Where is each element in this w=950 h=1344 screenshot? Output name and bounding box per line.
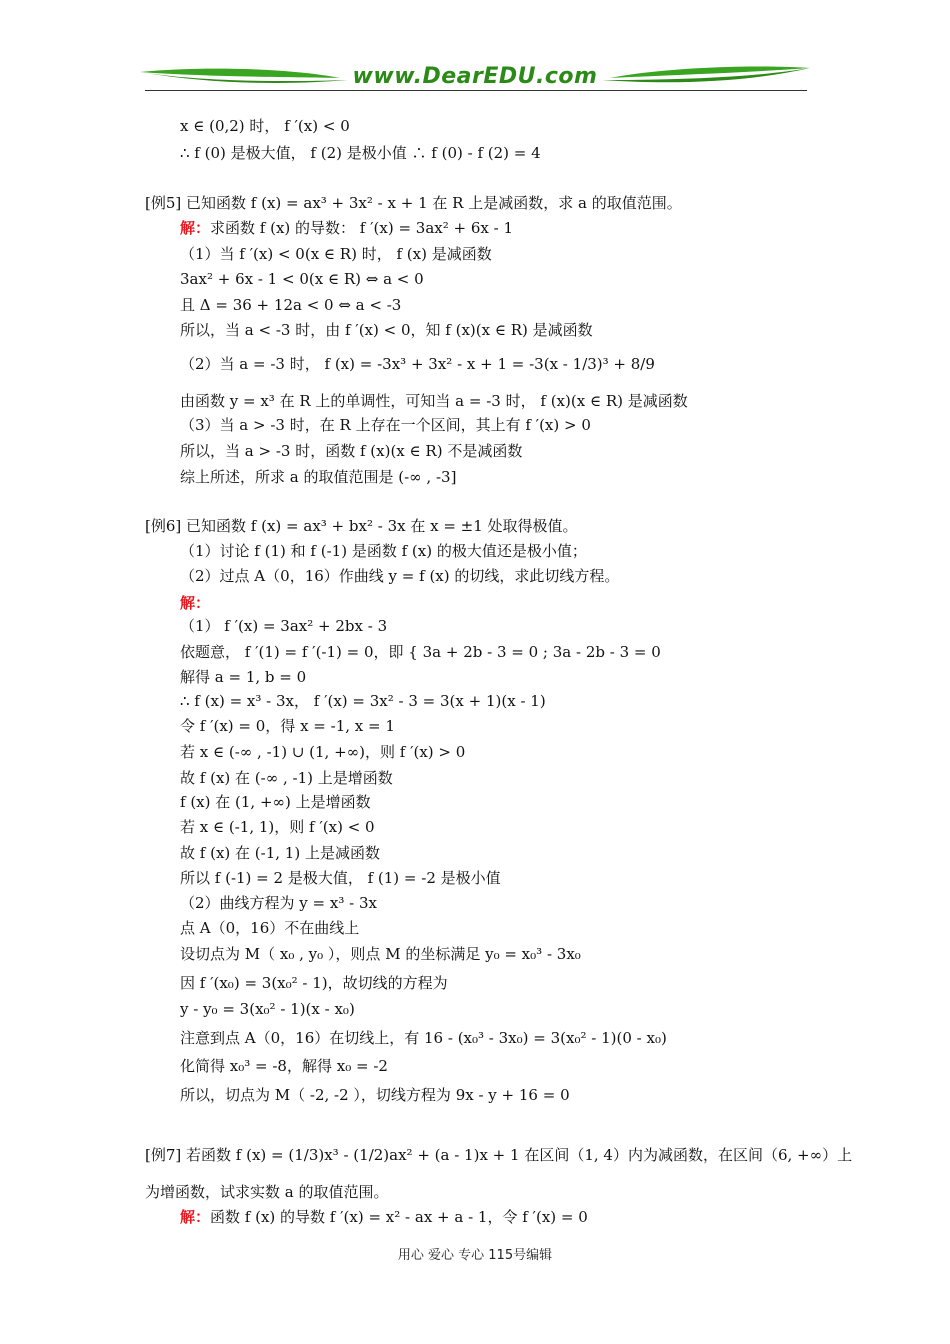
solution-label: 解： — [180, 1208, 211, 1226]
text-line: 所以，切点为 M（ -2, -2 ），切线方程为 9x - y + 16 = 0 — [180, 1086, 570, 1104]
text-line: ∴ f (0) 是极大值， f (2) 是极小值 ∴ f (0) - f (2) = 4 — [180, 144, 541, 162]
solution-line: 解：函数 f (x) 的导数 f ′(x) = x² - ax + a - 1，令 f ′(x) = 0 — [180, 1208, 588, 1226]
header-rule — [145, 90, 807, 91]
text-line: 故 f (x) 在 (-∞ , -1) 上是增函数 — [180, 769, 393, 787]
text-line: （2）当 a = -3 时， f (x) = -3x³ + 3x² - x + 1 = -3(x - 1/3)³ + 8/9 — [180, 355, 655, 373]
text-line: （1）讨论 f (1) 和 f (-1) 是函数 f (x) 的极大值还是极小值； — [180, 542, 587, 560]
text-line: 令 f ′(x) = 0，得 x = -1, x = 1 — [180, 717, 395, 735]
example-7-heading: [例7] 若函数 f (x) = (1/3)x³ - (1/2)ax² + (a - 1)x + 1 在区间（1, 4）内为减函数，在区间（6, +∞）上 — [145, 1146, 853, 1164]
text-line: 因 f ′(x₀) = 3(x₀² - 1)，故切线的方程为 — [180, 974, 448, 992]
example-6-heading: [例6] 已知函数 f (x) = ax³ + bx² - 3x 在 x = ±1 处取得极值。 — [145, 517, 578, 535]
text-line: （2）曲线方程为 y = x³ - 3x — [180, 894, 377, 912]
page-footer: 用心 爱心 专心 115号编辑 — [397, 1248, 553, 1263]
text-line: 所以，当 a < -3 时，由 f ′(x) < 0，知 f (x)(x ∈ R) 是减函数 — [180, 321, 593, 339]
text-line: 依题意， f ′(1) = f ′(-1) = 0，即 { 3a + 2b - 3 = 0 ; 3a - 2b - 3 = 0 — [180, 643, 661, 661]
text-line: f (x) 在 (1, +∞) 上是增函数 — [180, 793, 371, 811]
solution-line — [180, 593, 210, 613]
text-line: 所以，当 a > -3 时，函数 f (x)(x ∈ R) 不是减函数 — [180, 442, 523, 460]
text-line: x ∈ (0,2) 时， f ′(x) < 0 — [180, 117, 350, 135]
text-line: 为增函数，试求实数 a 的取值范围。 — [145, 1183, 389, 1201]
solution-label: 解： — [180, 219, 211, 237]
text-line: 设切点为 M（ x₀ , y₀ ），则点 M 的坐标满足 y₀ = x₀³ - 3x₀ — [180, 945, 581, 963]
text-line: y - y₀ = 3(x₀² - 1)(x - x₀) — [180, 1000, 355, 1018]
text-line: 3ax² + 6x - 1 < 0(x ∈ R) ⇔ a < 0 — [180, 270, 424, 288]
text-line: （3）当 a > -3 时，在 R 上存在一个区间，其上有 f ′(x) > 0 — [180, 416, 591, 434]
text-line: 解得 a = 1, b = 0 — [180, 668, 307, 686]
text-line: 若 x ∈ (-∞ , -1) ∪ (1, +∞)，则 f ′(x) > 0 — [180, 743, 466, 761]
solution-label: 解： — [180, 594, 211, 612]
text-line: 且 Δ = 36 + 12a < 0 ⇔ a < -3 — [180, 296, 402, 314]
solution-line: 解：求函数 f (x) 的导数： f ′(x) = 3ax² + 6x - 1 — [180, 219, 514, 237]
text-line: （1） f ′(x) = 3ax² + 2bx - 3 — [180, 617, 388, 635]
text-line: 故 f (x) 在 (-1, 1) 上是减函数 — [180, 844, 380, 862]
site-title: www.DearEDU.com — [352, 64, 598, 89]
text-line: 若 x ∈ (-1, 1)，则 f ′(x) < 0 — [180, 818, 375, 836]
text-line: 化简得 x₀³ = -8，解得 x₀ = -2 — [180, 1057, 388, 1075]
text-line: 点 A（0，16）不在曲线上 — [180, 919, 360, 937]
page-header — [140, 60, 810, 94]
text-line: ∴ f (x) = x³ - 3x， f ′(x) = 3x² - 3 = 3(x + 1)(x - 1) — [180, 692, 546, 710]
text-line: 由函数 y = x³ 在 R 上的单调性，可知当 a = -3 时， f (x)(x ∈ R) 是减函数 — [180, 392, 688, 410]
text-line: 注意到点 A（0，16）在切线上，有 16 - (x₀³ - 3x₀) = 3(x₀² - 1)(0 - x₀) — [180, 1029, 667, 1047]
text-line: 所以 f (-1) = 2 是极大值， f (1) = -2 是极小值 — [180, 869, 501, 887]
text-line: （1）当 f ′(x) < 0(x ∈ R) 时， f (x) 是减函数 — [180, 245, 492, 263]
example-5-heading: [例5] 已知函数 f (x) = ax³ + 3x² - x + 1 在 R 上是减函数，求 a 的取值范围。 — [145, 194, 682, 212]
text-line: 综上所述，所求 a 的取值范围是 (-∞ , -3] — [180, 468, 457, 486]
text-line: （2）过点 A（0，16）作曲线 y = f (x) 的切线，求此切线方程。 — [180, 567, 620, 585]
